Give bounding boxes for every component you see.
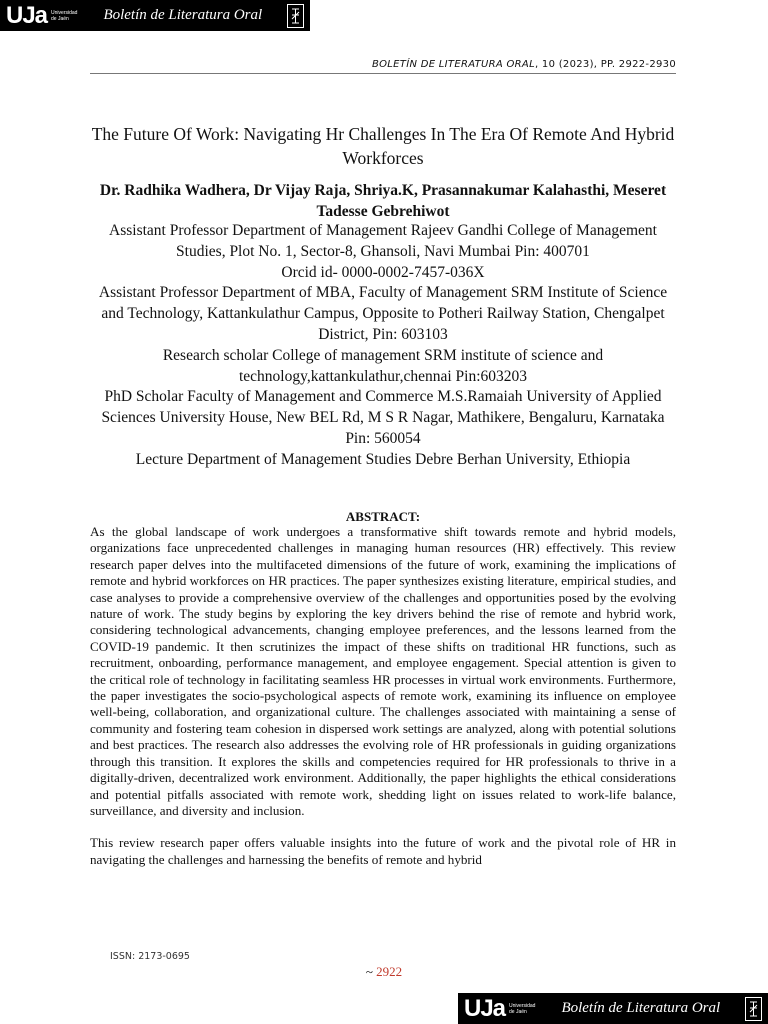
logo-text: UJa: [6, 1, 48, 29]
running-head-journal: BOLETÍN DE LITERATURA ORAL: [371, 59, 535, 70]
seal-icon: [287, 4, 304, 28]
page-number-value: 2922: [376, 964, 403, 979]
affiliation-item: Lecture Department of Management Studies Debre Berhan University, Ethiopia: [135, 450, 631, 468]
logo-subtitle: Universidad de Jaén: [51, 9, 78, 22]
university-logo: [464, 994, 536, 1022]
university-logo: [6, 1, 78, 29]
journal-name: Boletín de Literatura Oral: [561, 1000, 721, 1016]
affiliation-item: Assistant Professor Department of Management Rajeev Gandhi College of Management Studies, Plot No. 1, Sector-8, Ghansoli, Navi Mumbai Pin: 400701: [109, 222, 657, 260]
affiliations: [90, 221, 676, 471]
running-head: [90, 59, 676, 70]
header-banner: [0, 0, 310, 31]
affiliation-item: Assistant Professor Department of MBA, Faculty of Management SRM Institute of Science and Technology, Kattankulathur Campus, Opposite to Potheri Railway Station, Chengalpet District, Pin: 603103: [98, 284, 668, 343]
abstract-paragraph: This review research paper offers valuable insights into the future of work and the pivotal role of HR in navigating the challenges and harnessing the benefits of remote and hybrid: [90, 835, 676, 867]
logo-text: UJa: [464, 994, 506, 1022]
abstract-paragraph: As the global landscape of work undergoes a transformative shift towards remote and hybrid models, organizations face unprecedented challenges in managing human resources (HR) effectively. This review research paper delves into the multifaceted dimensions of the future of work, examining the implications of remote and hybrid workforces on HR practices. The paper synthesizes existing literature, empirical studies, and case analyses to provide a comprehensive overview of the challenges and opportunities posed by the evolving nature of work. The study begins by exploring the key drivers behind the rise of remote and hybrid work, considering technological advancements, changing employee preferences, and the lessons learned from the COVID-19 pandemic. It then scrutinizes the impact of these shifts on traditional HR functions, such as recruitment, onboarding, performance management, and employee engagement. Special attention is given to the critical role of technology in facilitating seamless HR processes in virtual work environments. Furthermore, the paper investigates the socio-psychological aspects of remote work, examining its influence on employee well-being, collaboration, and organizational culture. The challenges associated with maintaining a sense of community and fostering team cohesion in dispersed work settings are analyzed, along with potential solutions and best practices. The research also addresses the evolving role of HR professionals in guiding organizations through this transition. It explores the skills and competencies required for HR professionals to thrive in a digitally-driven, decentralized work environment. Additionally, the paper highlights the ethical considerations and potential pitfalls associated with remote work, shedding light on issues related to work-life balance, surveillance, and diversity and inclusion.: [90, 524, 676, 818]
abstract-body: [90, 524, 676, 884]
orcid-id: Orcid id- 0000-0002-7457-036X: [281, 263, 485, 281]
footer-banner: [458, 993, 768, 1024]
issn: ISSN: 2173-0695: [110, 951, 190, 962]
page-number-prefix: ~: [365, 964, 377, 979]
page-number: [0, 964, 768, 980]
journal-name: Boletín de Literatura Oral: [103, 7, 263, 23]
abstract-heading: ABSTRACT:: [345, 509, 421, 524]
affiliation-item: Research scholar College of management SRM institute of science and technology,kattankulathur,chennai Pin:603203: [162, 346, 604, 385]
header-rule: [90, 73, 676, 74]
affiliation-item: PhD Scholar Faculty of Management and Commerce M.S.Ramaiah University of Applied Sciences University House, New BEL Rd, M S R Nagar, Mathikere, Bengaluru, Karnataka Pin: 560054: [101, 388, 665, 447]
paper-title: The Future Of Work: Navigating Hr Challenges In The Era Of Remote And Hybrid Workforces: [91, 124, 675, 168]
logo-subtitle: Universidad de Jaén: [509, 1002, 536, 1015]
seal-icon: [745, 997, 762, 1021]
author-list: Dr. Radhika Wadhera, Dr Vijay Raja, Shriya.K, Prasannakumar Kalahasthi, Meseret Tadesse Gebrehiwot: [99, 182, 667, 220]
running-head-details: , 10 (2023), PP. 2922-2930: [534, 59, 676, 70]
